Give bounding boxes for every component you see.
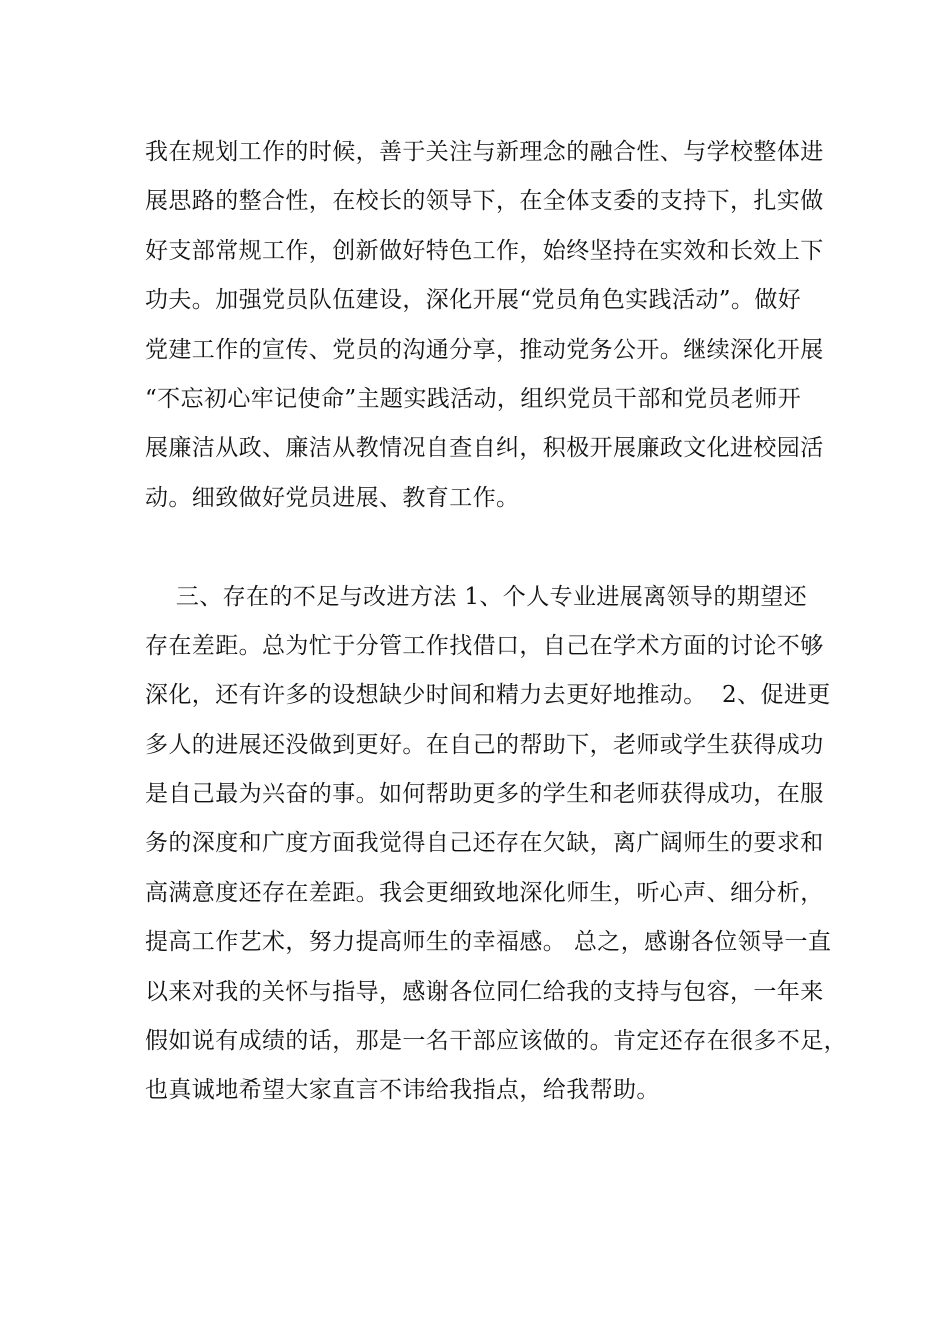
text-line: 好支部常规工作，创新做好特色工作，始终坚持在实效和长效上下: [145, 237, 824, 264]
text-line: 以来对我的关怀与指导，感谢各位同仁给我的支持与包容，一年来: [145, 978, 824, 1005]
text-line: 深化，还有许多的设想缺少时间和精力去更好地推动。 2、促进更: [145, 682, 831, 709]
text-line: 功夫。加强党员队伍建设，深化开展“党员角色实践活动”。做好: [145, 287, 802, 314]
text-line: 党建工作的宣传、党员的沟通分享，推动党务公开。继续深化开展: [145, 336, 824, 363]
text-line: 是自己最为兴奋的事。如何帮助更多的学生和老师获得成功，在服: [145, 781, 824, 808]
paragraph-2: [145, 573, 847, 1116]
text-line: 提高工作艺术，努力提高师生的幸福感。 总之，感谢各位领导一直: [145, 929, 832, 956]
text-line: 也真诚地希望大家直言不讳给我指点，给我帮助。: [145, 1077, 660, 1104]
text-line: “不忘初心牢记使命”主题实践活动，组织党员干部和党员老师开: [145, 385, 802, 412]
text-line: 假如说有成绩的话，那是一名干部应该做的。肯定还存在很多不足，: [145, 1028, 847, 1055]
text-line: 多人的进展还没做到更好。在自己的帮助下，老师或学生获得成功: [145, 731, 824, 758]
text-line: 展思路的整合性，在校长的领导下，在全体支委的支持下，扎实做: [145, 188, 824, 215]
text-line: 三、存在的不足与改进方法 1、个人专业进展离领导的期望还: [145, 583, 807, 610]
text-line: 动。细致做好党员进展、教育工作。: [145, 484, 520, 511]
text-line: 我在规划工作的时候，善于关注与新理念的融合性、与学校整体进: [145, 139, 824, 165]
paragraph-1: [145, 128, 825, 523]
paragraph-gap: [145, 523, 825, 572]
document-body: [145, 128, 847, 1116]
text-line: 务的深度和广度方面我觉得自己还存在欠缺，离广阔师生的要求和: [145, 830, 824, 857]
text-line: 展廉洁从政、廉洁从教情况自查自纠，积极开展廉政文化进校园活: [145, 435, 824, 462]
text-line: 高满意度还存在差距。我会更细致地深化师生，听心声、细分析，: [145, 879, 824, 906]
text-line: 存在差距。总为忙于分管工作找借口，自己在学术方面的讨论不够: [145, 632, 824, 659]
